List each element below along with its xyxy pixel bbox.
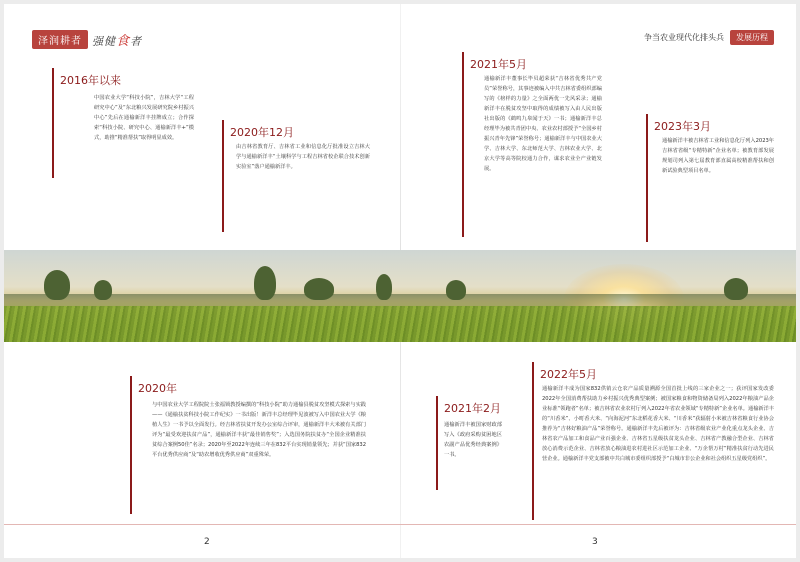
timeline-entry-2023-03 xyxy=(646,114,781,242)
entry-year: 2023年3月 xyxy=(654,120,711,133)
entry-text: 通榆新洋丰被国家财政部写入《政府采购贫困地区农副产品优秀经典案例》一书。 xyxy=(444,422,502,458)
header-slogan: 争当农业现代化排头兵 xyxy=(644,33,724,42)
rice-field xyxy=(4,306,796,342)
section-tag: 发展历程 xyxy=(730,30,774,45)
entry-bar xyxy=(52,68,54,178)
entry-text: 中国农业大学“科技小院”，吉林大学“工程研究中心”及“东北粮兴发展研究院乡村振兴中心”先后在通榆新洋丰挂牌成立；合作探索“科技小院、研究中心、通榆新洋丰+”模式，助推“精准帮扶”取得明显成效。 xyxy=(94,95,194,141)
page-number-right: 3 xyxy=(592,537,598,547)
timeline-entry-2016 xyxy=(52,68,202,178)
brand-badge: 泽润耕者 xyxy=(32,30,88,49)
brand-logo xyxy=(32,30,142,49)
entry-year: 2020年 xyxy=(138,382,177,395)
tree xyxy=(254,266,276,300)
timeline-entry-2021-05 xyxy=(462,52,607,237)
header-right xyxy=(644,30,774,45)
tree xyxy=(376,274,392,300)
brand-script: 强健食者 xyxy=(92,34,143,49)
page-number-left: 2 xyxy=(204,537,210,547)
entry-bar xyxy=(436,396,438,490)
entry-bar xyxy=(222,120,224,232)
entry-year: 2022年5月 xyxy=(540,368,597,381)
entry-text: 与中国农业大学工程院院士张福锁教授编撰的“科技小院”助力通榆县脱贫攻坚模式探索与实践——《通榆扶贫科技小院工作纪实》一书出版！新洋丰总经理毕见波被写入中国农业大学《粮植人生》一书予以全面发行。经吉林省扶贫开发办公室综合评审，通榆新洋丰大米被有关部门评为“最受欢迎扶贫产品”，通榆新洋丰获“最佳销售奖”；入选国务院扶贫办“全国企业精准扶贫综合案例50佳”名录；2020年至2022年连续三年在832平台实现销量领先；并获“国家832平台优秀供应商”及“助农增收优秀供应商”双重殊荣。 xyxy=(152,402,366,458)
footer-line xyxy=(4,524,796,525)
timeline-entry-2020 xyxy=(130,376,370,514)
entry-text: 由吉林省教育厅、吉林省工业和信息化厅批准设立吉林大学与通榆新洋丰“土壤科学与工程吉林省校企联合技术创新实验室”落户通榆新洋丰。 xyxy=(236,144,370,170)
entry-bar xyxy=(130,376,132,514)
entry-year: 2021年2月 xyxy=(444,402,501,415)
tree xyxy=(446,280,466,300)
rice-field-photo xyxy=(4,250,796,342)
tree xyxy=(304,278,334,300)
tree xyxy=(724,278,748,300)
entry-bar xyxy=(462,52,464,237)
entry-text: 通榆新洋丰被吉林省工业和信息化厅列入2023年吉林省省级“专精特新”企业名单；被教育部发展规划司列入第七届教育部直属高校精准帮扶和创新试验典型项目名单。 xyxy=(662,138,774,174)
entry-year: 2020年12月 xyxy=(230,126,294,139)
timeline-entry-2022-05 xyxy=(532,362,778,520)
entry-bar xyxy=(532,362,534,520)
entry-text: 通榆新洋丰董事长毕贝超荣获“吉林省优秀共产党员”荣誉称号，其事迹被编入中共吉林省委组织部编写的《榜样的力量》之全面两优一先风采录；通榆新洋丰在脱贫攻坚中取得的成绩被写入由人民出版社出版的《鹤鸣九皋闻于天》一书；通榆新洋丰总经理毕为被共青团中央、农业农村部授予“全国乡村振兴青年先锋”荣誉称号；通榆新洋丰与中国农业大学、吉林大学、东北师范大学、吉林农业大学、北京大学等高等院校通力合作，谋求农业全产业链发展。 xyxy=(484,76,602,172)
timeline-entry-2021-02 xyxy=(436,396,506,490)
timeline-entry-2020-12 xyxy=(222,120,382,232)
entry-bar xyxy=(646,114,648,242)
tree xyxy=(94,280,112,300)
entry-year: 2021年5月 xyxy=(470,58,527,71)
brochure-spread xyxy=(4,4,796,558)
entry-year: 2016年以来 xyxy=(60,74,121,87)
entry-text: 通榆新洋丰成为国家832供销云仓农产品质量溯源全国首批上线的三家企业之一；获评国家发改委2022年全国消费帮扶助力乡村振兴优秀典型案例；被国家粮食和物资储备局列入2022年粮油产品企业标准“领跑者”名单；被吉林省农业农村厅列入2022年省农业领域“专精特新”企业名单。通榆新洋丰的“川香米”、小町香大米、“向海泥河”东北稻花香大米、“川香米”获辐射小米被吉林省粮食行业协会推荐为“吉林好粮油产品”荣誉称号。通榆新洋丰先后被评为：吉林省级农业产业化重点龙头企业、吉林省农产品加工和食品产业百强企业、吉林省五星级扶贫龙头企业、吉林省产教融合型企业、吉林省放心消费示范企业、吉林省放心粮油进农村进社区示范加工企业、“万企帮万村”精准扶贫行动先进民营企业。通榆新洋丰党支部被中共白城市委组织部授予“白城市非公企业和社会组织五星级党组织”。 xyxy=(542,386,774,462)
tree xyxy=(44,270,70,300)
